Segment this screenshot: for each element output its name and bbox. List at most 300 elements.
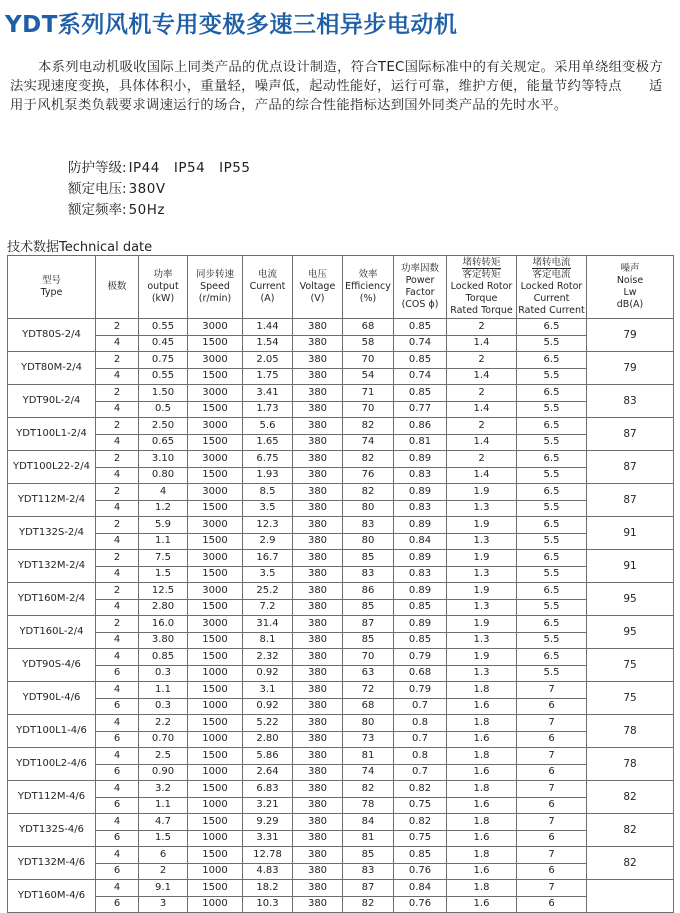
cell-noise: 87 <box>587 418 674 451</box>
cell-efficiency: 85 <box>343 599 394 616</box>
cell-efficiency: 70 <box>343 352 394 369</box>
cell-poles: 6 <box>96 830 139 847</box>
cell-efficiency: 85 <box>343 632 394 649</box>
cell-speed: 1500 <box>188 467 243 484</box>
cell-current: 1.44 <box>243 319 293 336</box>
cell-model: YDT80S-2/4 <box>8 319 96 352</box>
spec-value: 50Hz <box>128 202 165 218</box>
header-output <box>139 256 188 319</box>
cell-current: 6.75 <box>243 451 293 468</box>
cell-power-factor: 0.85 <box>394 599 447 616</box>
cell-locked-torque: 1.3 <box>447 566 517 583</box>
cell-noise: 82 <box>587 847 674 880</box>
cell-current: 2.80 <box>243 731 293 748</box>
cell-efficiency: 73 <box>343 731 394 748</box>
cell-output: 0.45 <box>139 335 188 352</box>
cell-locked-torque: 1.8 <box>447 814 517 831</box>
cell-locked-torque: 1.9 <box>447 484 517 501</box>
cell-output: 1.1 <box>139 682 188 699</box>
cell-locked-current: 5.5 <box>517 401 587 418</box>
cell-poles: 2 <box>96 451 139 468</box>
cell-locked-current: 7 <box>517 682 587 699</box>
cell-current: 16.7 <box>243 550 293 567</box>
cell-locked-torque: 1.9 <box>447 649 517 666</box>
header-line: Rated Torque <box>450 305 513 316</box>
cell-efficiency: 87 <box>343 616 394 633</box>
cell-locked-torque: 1.6 <box>447 698 517 715</box>
cell-noise: 91 <box>587 517 674 550</box>
cell-noise: 75 <box>587 649 674 682</box>
cell-voltage: 380 <box>293 566 343 583</box>
table-row <box>8 731 674 748</box>
header-line: 功率 <box>153 269 173 280</box>
cell-locked-current: 5.5 <box>517 599 587 616</box>
cell-voltage: 380 <box>293 863 343 880</box>
header-line: 效率 <box>358 269 378 280</box>
cell-model: YDT112M-2/4 <box>8 484 96 517</box>
cell-poles: 4 <box>96 368 139 385</box>
header-line: Locked Rotor <box>450 281 513 292</box>
cell-locked-torque: 1.4 <box>447 401 517 418</box>
cell-locked-current: 5.5 <box>517 632 587 649</box>
header-line: 堵转电流 <box>532 257 571 268</box>
cell-current: 4.83 <box>243 863 293 880</box>
cell-locked-current: 5.5 <box>517 335 587 352</box>
cell-poles: 4 <box>96 632 139 649</box>
cell-voltage: 380 <box>293 401 343 418</box>
cell-locked-torque: 1.9 <box>447 550 517 567</box>
cell-speed: 1500 <box>188 401 243 418</box>
cell-efficiency: 68 <box>343 698 394 715</box>
cell-output: 3 <box>139 896 188 913</box>
cell-noise: 78 <box>587 748 674 781</box>
header-line: 电压 <box>307 269 327 280</box>
cell-output: 5.9 <box>139 517 188 534</box>
cell-output: 1.1 <box>139 533 188 550</box>
cell-output: 2.50 <box>139 418 188 435</box>
header-noise <box>587 256 674 319</box>
cell-locked-current: 6.5 <box>517 352 587 369</box>
cell-current: 1.75 <box>243 368 293 385</box>
cell-locked-current: 6.5 <box>517 385 587 402</box>
cell-locked-torque: 1.4 <box>447 467 517 484</box>
table-row <box>8 781 674 798</box>
cell-output: 2.5 <box>139 748 188 765</box>
cell-poles: 4 <box>96 814 139 831</box>
cell-model: YDT160M-4/6 <box>8 880 96 913</box>
cell-current: 8.1 <box>243 632 293 649</box>
cell-noise: 95 <box>587 583 674 616</box>
cell-voltage: 380 <box>293 616 343 633</box>
cell-current: 2.32 <box>243 649 293 666</box>
cell-speed: 3000 <box>188 550 243 567</box>
header-line: Torque <box>465 293 498 304</box>
cell-output: 0.75 <box>139 352 188 369</box>
cell-efficiency: 71 <box>343 385 394 402</box>
cell-power-factor: 0.7 <box>394 764 447 781</box>
cell-current: 31.4 <box>243 616 293 633</box>
cell-locked-torque: 1.6 <box>447 896 517 913</box>
cell-locked-torque: 1.3 <box>447 665 517 682</box>
cell-model: YDT90L-2/4 <box>8 385 96 418</box>
cell-voltage: 380 <box>293 682 343 699</box>
cell-noise: 83 <box>587 385 674 418</box>
cell-speed: 1500 <box>188 715 243 732</box>
table-row <box>8 467 674 484</box>
cell-speed: 3000 <box>188 583 243 600</box>
cell-output: 7.5 <box>139 550 188 567</box>
cell-power-factor: 0.85 <box>394 632 447 649</box>
cell-locked-torque: 1.8 <box>447 880 517 897</box>
cell-power-factor: 0.83 <box>394 566 447 583</box>
header-line: Lw <box>623 287 637 298</box>
cell-locked-current: 6 <box>517 698 587 715</box>
cell-current: 3.21 <box>243 797 293 814</box>
spec-protection <box>68 158 250 179</box>
cell-locked-current: 6.5 <box>517 319 587 336</box>
cell-speed: 1000 <box>188 698 243 715</box>
cell-output: 1.1 <box>139 797 188 814</box>
cell-locked-torque: 1.6 <box>447 731 517 748</box>
cell-poles: 4 <box>96 566 139 583</box>
cell-voltage: 380 <box>293 880 343 897</box>
cell-locked-current: 6.5 <box>517 517 587 534</box>
cell-poles: 2 <box>96 550 139 567</box>
cell-efficiency: 87 <box>343 880 394 897</box>
cell-noise: 78 <box>587 715 674 748</box>
cell-model: YDT100L1-4/6 <box>8 715 96 748</box>
header-line: (V) <box>310 293 325 304</box>
cell-current: 1.54 <box>243 335 293 352</box>
cell-power-factor: 0.8 <box>394 715 447 732</box>
cell-locked-current: 7 <box>517 748 587 765</box>
cell-current: 12.78 <box>243 847 293 864</box>
cell-poles: 2 <box>96 583 139 600</box>
cell-output: 0.3 <box>139 665 188 682</box>
cell-power-factor: 0.89 <box>394 550 447 567</box>
technical-data-table <box>7 255 674 913</box>
cell-current: 2.05 <box>243 352 293 369</box>
cell-output: 2 <box>139 863 188 880</box>
cell-output: 3.2 <box>139 781 188 798</box>
cell-locked-torque: 1.4 <box>447 434 517 451</box>
cell-power-factor: 0.81 <box>394 434 447 451</box>
cell-voltage: 380 <box>293 731 343 748</box>
cell-locked-torque: 1.3 <box>447 500 517 517</box>
table-row <box>8 616 674 633</box>
cell-locked-torque: 1.8 <box>447 682 517 699</box>
cell-speed: 1500 <box>188 847 243 864</box>
cell-voltage: 380 <box>293 632 343 649</box>
header-line: 同步转速 <box>195 269 234 280</box>
cell-voltage: 380 <box>293 500 343 517</box>
table-row <box>8 649 674 666</box>
cell-locked-current: 6 <box>517 797 587 814</box>
cell-output: 16.0 <box>139 616 188 633</box>
cell-poles: 4 <box>96 599 139 616</box>
cell-output: 1.50 <box>139 385 188 402</box>
cell-voltage: 380 <box>293 352 343 369</box>
cell-poles: 2 <box>96 517 139 534</box>
cell-efficiency: 74 <box>343 434 394 451</box>
cell-current: 12.3 <box>243 517 293 534</box>
cell-poles: 6 <box>96 698 139 715</box>
header-line: (COS ϕ) <box>401 299 439 310</box>
cell-poles: 6 <box>96 764 139 781</box>
cell-efficiency: 84 <box>343 814 394 831</box>
header-line: Voltage <box>299 281 336 292</box>
cell-model: YDT90S-4/6 <box>8 649 96 682</box>
cell-model: YDT132S-4/6 <box>8 814 96 847</box>
cell-locked-torque: 1.3 <box>447 599 517 616</box>
cell-poles: 4 <box>96 401 139 418</box>
cell-efficiency: 82 <box>343 781 394 798</box>
table-row <box>8 797 674 814</box>
cell-locked-torque: 1.6 <box>447 830 517 847</box>
header-model <box>8 256 96 319</box>
cell-speed: 3000 <box>188 451 243 468</box>
cell-voltage: 380 <box>293 319 343 336</box>
cell-model: YDT100L2-4/6 <box>8 748 96 781</box>
cell-power-factor: 0.74 <box>394 368 447 385</box>
table-body <box>8 319 674 913</box>
cell-efficiency: 70 <box>343 649 394 666</box>
cell-power-factor: 0.82 <box>394 814 447 831</box>
cell-output: 0.55 <box>139 319 188 336</box>
cell-voltage: 380 <box>293 781 343 798</box>
cell-locked-torque: 2 <box>447 385 517 402</box>
cell-output: 0.85 <box>139 649 188 666</box>
table-row <box>8 863 674 880</box>
spec-label: 额定电压: <box>68 181 127 197</box>
cell-power-factor: 0.83 <box>394 500 447 517</box>
table-row <box>8 368 674 385</box>
cell-noise: 79 <box>587 319 674 352</box>
cell-voltage: 380 <box>293 665 343 682</box>
cell-poles: 4 <box>96 434 139 451</box>
table-row <box>8 583 674 600</box>
cell-poles: 6 <box>96 863 139 880</box>
cell-power-factor: 0.68 <box>394 665 447 682</box>
header-line: dB(A) <box>616 299 644 310</box>
cell-locked-torque: 1.9 <box>447 583 517 600</box>
cell-power-factor: 0.89 <box>394 517 447 534</box>
table-row <box>8 550 674 567</box>
cell-locked-torque: 1.6 <box>447 863 517 880</box>
table-row <box>8 814 674 831</box>
cell-speed: 1500 <box>188 533 243 550</box>
cell-output: 3.80 <box>139 632 188 649</box>
cell-voltage: 380 <box>293 434 343 451</box>
cell-efficiency: 72 <box>343 682 394 699</box>
spec-label: 额定频率: <box>68 202 127 218</box>
cell-locked-current: 7 <box>517 847 587 864</box>
cell-model: YDT132S-2/4 <box>8 517 96 550</box>
cell-current: 3.5 <box>243 566 293 583</box>
cell-speed: 1500 <box>188 649 243 666</box>
cell-poles: 4 <box>96 715 139 732</box>
cell-output: 4.7 <box>139 814 188 831</box>
table-row <box>8 830 674 847</box>
cell-efficiency: 82 <box>343 451 394 468</box>
cell-current: 10.3 <box>243 896 293 913</box>
table-row <box>8 764 674 781</box>
table-row <box>8 434 674 451</box>
table-row <box>8 335 674 352</box>
cell-power-factor: 0.77 <box>394 401 447 418</box>
cell-locked-current: 6 <box>517 863 587 880</box>
cell-speed: 1500 <box>188 434 243 451</box>
cell-poles: 2 <box>96 418 139 435</box>
header-line: 电流 <box>257 269 277 280</box>
cell-efficiency: 86 <box>343 583 394 600</box>
cell-efficiency: 76 <box>343 467 394 484</box>
cell-locked-current: 6 <box>517 896 587 913</box>
cell-locked-current: 7 <box>517 781 587 798</box>
cell-poles: 2 <box>96 616 139 633</box>
cell-speed: 1500 <box>188 682 243 699</box>
cell-efficiency: 58 <box>343 335 394 352</box>
table-row <box>8 896 674 913</box>
cell-noise: 91 <box>587 550 674 583</box>
cell-power-factor: 0.85 <box>394 319 447 336</box>
cell-output: 12.5 <box>139 583 188 600</box>
cell-output: 0.3 <box>139 698 188 715</box>
cell-voltage: 380 <box>293 467 343 484</box>
cell-output: 0.5 <box>139 401 188 418</box>
cell-current: 1.65 <box>243 434 293 451</box>
cell-poles: 6 <box>96 896 139 913</box>
header-current <box>243 256 293 319</box>
cell-model: YDT160M-2/4 <box>8 583 96 616</box>
cell-current: 3.41 <box>243 385 293 402</box>
header-line: Speed <box>200 281 230 292</box>
cell-speed: 1000 <box>188 896 243 913</box>
cell-power-factor: 0.74 <box>394 335 447 352</box>
cell-speed: 1000 <box>188 764 243 781</box>
section-title: 技术数据Technical date <box>7 240 153 255</box>
header-line: (A) <box>260 293 275 304</box>
cell-locked-current: 6.5 <box>517 484 587 501</box>
cell-power-factor: 0.79 <box>394 682 447 699</box>
cell-locked-current: 5.5 <box>517 533 587 550</box>
cell-locked-current: 5.5 <box>517 566 587 583</box>
cell-voltage: 380 <box>293 847 343 864</box>
cell-poles: 4 <box>96 880 139 897</box>
cell-locked-current: 5.5 <box>517 665 587 682</box>
cell-noise <box>587 880 674 913</box>
header-voltage <box>293 256 343 319</box>
cell-power-factor: 0.82 <box>394 781 447 798</box>
cell-power-factor: 0.84 <box>394 533 447 550</box>
cell-speed: 1000 <box>188 665 243 682</box>
header-line: Locked Rotor <box>520 281 583 292</box>
cell-voltage: 380 <box>293 385 343 402</box>
cell-efficiency: 82 <box>343 484 394 501</box>
cell-power-factor: 0.89 <box>394 451 447 468</box>
header-locked-current <box>517 256 587 319</box>
cell-voltage: 380 <box>293 368 343 385</box>
header-efficiency <box>343 256 394 319</box>
spec-list <box>68 158 250 221</box>
cell-poles: 4 <box>96 649 139 666</box>
table-header <box>8 256 674 319</box>
cell-poles: 4 <box>96 500 139 517</box>
cell-poles: 4 <box>96 847 139 864</box>
cell-power-factor: 0.85 <box>394 352 447 369</box>
header-power-factor <box>394 256 447 319</box>
cell-current: 18.2 <box>243 880 293 897</box>
page-title: YDT系列风机专用变极多速三相异步电动机 <box>5 12 458 38</box>
cell-power-factor: 0.85 <box>394 847 447 864</box>
cell-speed: 3000 <box>188 418 243 435</box>
cell-current: 0.92 <box>243 665 293 682</box>
cell-locked-current: 7 <box>517 880 587 897</box>
cell-speed: 3000 <box>188 319 243 336</box>
table-row <box>8 418 674 435</box>
cell-locked-torque: 1.8 <box>447 847 517 864</box>
cell-speed: 1500 <box>188 335 243 352</box>
cell-speed: 1500 <box>188 748 243 765</box>
cell-locked-current: 6 <box>517 830 587 847</box>
cell-voltage: 380 <box>293 451 343 468</box>
header-line: Power <box>405 275 435 286</box>
cell-efficiency: 74 <box>343 764 394 781</box>
cell-current: 3.1 <box>243 682 293 699</box>
cell-efficiency: 68 <box>343 319 394 336</box>
cell-voltage: 380 <box>293 764 343 781</box>
cell-output: 1.5 <box>139 566 188 583</box>
cell-current: 5.22 <box>243 715 293 732</box>
cell-voltage: 380 <box>293 517 343 534</box>
table-row <box>8 632 674 649</box>
header-line: Rated Current <box>518 305 585 316</box>
table-row <box>8 566 674 583</box>
table-row <box>8 698 674 715</box>
cell-locked-torque: 1.4 <box>447 335 517 352</box>
cell-locked-torque: 1.8 <box>447 781 517 798</box>
cell-output: 0.80 <box>139 467 188 484</box>
cell-current: 0.92 <box>243 698 293 715</box>
cell-speed: 3000 <box>188 616 243 633</box>
table-row <box>8 715 674 732</box>
cell-voltage: 380 <box>293 599 343 616</box>
cell-voltage: 380 <box>293 550 343 567</box>
cell-power-factor: 0.79 <box>394 649 447 666</box>
cell-power-factor: 0.7 <box>394 698 447 715</box>
cell-poles: 6 <box>96 797 139 814</box>
cell-locked-current: 6.5 <box>517 583 587 600</box>
header-line: Factor <box>405 287 435 298</box>
cell-current: 3.5 <box>243 500 293 517</box>
cell-locked-current: 5.5 <box>517 500 587 517</box>
cell-poles: 4 <box>96 682 139 699</box>
table-row <box>8 682 674 699</box>
cell-noise: 82 <box>587 814 674 847</box>
cell-current: 8.5 <box>243 484 293 501</box>
cell-speed: 1500 <box>188 632 243 649</box>
cell-output: 2.80 <box>139 599 188 616</box>
cell-model: YDT100L1-2/4 <box>8 418 96 451</box>
cell-current: 3.31 <box>243 830 293 847</box>
cell-speed: 3000 <box>188 385 243 402</box>
cell-speed: 3000 <box>188 484 243 501</box>
cell-efficiency: 80 <box>343 500 394 517</box>
cell-noise: 87 <box>587 484 674 517</box>
cell-current: 5.86 <box>243 748 293 765</box>
cell-efficiency: 83 <box>343 863 394 880</box>
cell-model: YDT132M-2/4 <box>8 550 96 583</box>
